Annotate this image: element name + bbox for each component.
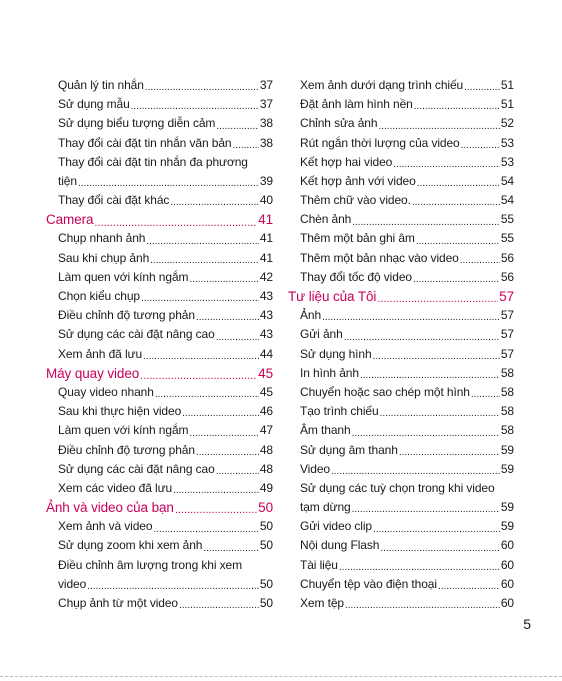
leader-dots xyxy=(417,172,500,191)
leader-dots xyxy=(352,498,500,517)
leader-dots xyxy=(322,306,500,325)
toc-entry[interactable] xyxy=(288,249,514,268)
toc-entry-page: 42 xyxy=(259,269,273,284)
toc-entry[interactable] xyxy=(46,268,273,287)
toc-entry-title: Thay đổi tốc độ video xyxy=(300,269,412,284)
toc-entry[interactable] xyxy=(288,460,514,479)
leader-dots xyxy=(380,537,500,556)
toc-entry-title: Thêm chữ vào video. xyxy=(300,193,411,208)
toc-entry[interactable] xyxy=(46,537,273,556)
leader-dots xyxy=(216,114,259,133)
leader-dots xyxy=(179,594,259,613)
leader-dots xyxy=(331,460,500,479)
leader-dots xyxy=(146,230,258,249)
toc-entry-title: Gửi ảnh xyxy=(300,327,343,342)
toc-entry[interactable] xyxy=(46,249,273,268)
toc-entry-page: 57 xyxy=(500,308,514,323)
toc-entry-page: 54 xyxy=(500,193,514,208)
toc-entry-title: In hình ảnh xyxy=(300,365,359,380)
toc-entry[interactable] xyxy=(288,325,514,344)
toc-entry-page: 48 xyxy=(259,461,273,476)
toc-entry-title-line[interactable]: Thay đổi cài đặt tin nhắn đa phương xyxy=(58,154,248,169)
toc-entry-page: 43 xyxy=(259,308,273,323)
toc-entry-title: Sau khi thực hiện video xyxy=(58,404,182,419)
toc-entry[interactable] xyxy=(288,383,514,402)
toc-entry[interactable] xyxy=(46,460,273,479)
toc-entry-page: 57 xyxy=(499,289,514,305)
toc-entry-page: 56 xyxy=(500,250,514,265)
toc-entry-title: Sử dụng biểu tượng diễn cảm xyxy=(58,116,216,131)
leader-dots xyxy=(412,191,500,210)
toc-entry-page: 58 xyxy=(500,423,514,438)
toc-entry-page: 60 xyxy=(500,538,514,553)
toc-entry-title: Xem ảnh đã lưu xyxy=(58,346,143,361)
toc-right-column xyxy=(288,76,514,613)
toc-entry-title: Sử dụng các cài đặt nâng cao xyxy=(58,461,215,476)
toc-entry-title: Chuyển tệp vào điện thoại xyxy=(300,576,437,591)
toc-entry-page: 55 xyxy=(500,212,514,227)
toc-entry-title: Kết hợp hai video xyxy=(300,154,393,169)
toc-entry-page: 54 xyxy=(500,173,514,188)
leader-dots xyxy=(399,441,500,460)
toc-entry[interactable] xyxy=(288,268,514,287)
toc-section-heading[interactable] xyxy=(46,364,273,383)
toc-entry-title: Camera xyxy=(46,212,94,228)
toc-entry-title: Điều chỉnh độ tương phản xyxy=(58,308,195,323)
toc-entry-page: 59 xyxy=(500,442,514,457)
toc-entry[interactable] xyxy=(46,383,273,402)
toc-entry[interactable] xyxy=(288,191,514,210)
toc-entry-page: 38 xyxy=(259,135,273,150)
leader-dots xyxy=(78,172,259,191)
toc-entry[interactable] xyxy=(46,76,273,95)
toc-entry-title: Xem các video đã lưu xyxy=(58,480,173,495)
toc-entry[interactable] xyxy=(288,114,514,133)
toc-entry[interactable] xyxy=(288,575,514,594)
leader-dots xyxy=(345,594,500,613)
toc-entry-page: 40 xyxy=(259,193,273,208)
toc-entry-page: 45 xyxy=(259,384,273,399)
leader-dots xyxy=(175,498,257,517)
leader-dots xyxy=(377,287,498,306)
leader-dots xyxy=(196,306,259,325)
toc-entry[interactable] xyxy=(46,575,273,594)
toc-entry-title: Sử dụng zoom khi xem ảnh xyxy=(58,538,203,553)
toc-entry-page: 39 xyxy=(259,173,273,188)
toc-entry-page: 57 xyxy=(500,346,514,361)
toc-entry-title: Sử dụng các cài đặt nâng cao xyxy=(58,327,215,342)
toc-entry-page: 58 xyxy=(500,384,514,399)
toc-entry-page: 56 xyxy=(500,269,514,284)
toc-entry-page: 51 xyxy=(500,77,514,92)
toc-entry-title: Thêm một bản ghi âm xyxy=(300,231,415,246)
toc-entry-page: 45 xyxy=(258,365,273,381)
toc-entry-page: 60 xyxy=(500,557,514,572)
leader-dots xyxy=(352,421,500,440)
toc-left-column xyxy=(46,76,273,613)
leader-dots xyxy=(416,230,500,249)
toc-entry-title: Xem ảnh dưới dạng trình chiếu xyxy=(300,77,464,92)
leader-dots xyxy=(373,517,500,536)
toc-entry-page: 37 xyxy=(259,97,273,112)
leader-dots xyxy=(173,479,259,498)
toc-entry-page: 59 xyxy=(500,461,514,476)
toc-entry-page: 60 xyxy=(500,596,514,611)
toc-entry-page: 47 xyxy=(259,423,273,438)
toc-entry-title: Xem tệp xyxy=(300,596,344,611)
toc-entry[interactable] xyxy=(288,306,514,325)
toc-entry[interactable] xyxy=(46,402,273,421)
leader-dots xyxy=(339,556,500,575)
toc-entry-title: Nội dung Flash xyxy=(300,538,380,553)
toc-entry-page: 50 xyxy=(258,500,273,516)
toc-entry[interactable] xyxy=(46,421,273,440)
toc-entry-title: Sử dụng hình xyxy=(300,346,372,361)
toc-entry[interactable] xyxy=(288,402,514,421)
leader-dots xyxy=(393,153,500,172)
toc-entry-title: tiện xyxy=(58,173,77,188)
toc-entry-title-line[interactable]: Điều chỉnh âm lượng trong khi xem xyxy=(58,557,243,572)
toc-entry[interactable] xyxy=(46,517,273,536)
leader-dots xyxy=(94,210,257,229)
toc-entry[interactable] xyxy=(46,441,273,460)
leader-dots xyxy=(196,441,259,460)
toc-entry-title: Ảnh xyxy=(300,308,322,323)
leader-dots xyxy=(155,383,259,402)
leader-dots xyxy=(461,134,500,153)
toc-entry[interactable] xyxy=(288,556,514,575)
leader-dots xyxy=(150,249,259,268)
toc-entry-title: Quay video nhanh xyxy=(58,384,154,399)
toc-entry[interactable] xyxy=(288,76,514,95)
toc-entry-page: 46 xyxy=(259,404,273,419)
toc-entry-title: Máy quay video xyxy=(46,365,140,381)
toc-entry-page: 57 xyxy=(500,327,514,342)
toc-entry-title: Chọn kiểu chụp xyxy=(58,289,140,304)
leader-dots xyxy=(471,383,500,402)
leader-dots xyxy=(373,345,500,364)
toc-entry-title-line[interactable]: Sử dụng các tuỳ chọn trong khi video xyxy=(300,480,495,495)
toc-entry-page: 51 xyxy=(500,97,514,112)
toc-entry-page: 55 xyxy=(500,231,514,246)
toc-entry-page: 58 xyxy=(500,404,514,419)
leader-dots xyxy=(141,287,259,306)
toc-section-heading[interactable] xyxy=(288,287,514,306)
toc-entry-title: Video xyxy=(300,461,330,476)
toc-entry-page: 44 xyxy=(259,346,273,361)
toc-entry-page: 50 xyxy=(259,576,273,591)
leader-dots xyxy=(182,402,259,421)
leader-dots xyxy=(438,575,500,594)
toc-entry[interactable] xyxy=(288,153,514,172)
toc-entry-page: 49 xyxy=(259,480,273,495)
toc-entry-page: 48 xyxy=(259,442,273,457)
toc-entry-page: 53 xyxy=(500,154,514,169)
toc-entry-page: 59 xyxy=(500,519,514,534)
toc-entry-title: Rút ngắn thời lượng của video xyxy=(300,135,460,150)
toc-entry[interactable] xyxy=(288,95,514,114)
toc-entry-page: 43 xyxy=(259,289,273,304)
leader-dots xyxy=(216,325,259,344)
leader-dots xyxy=(380,402,500,421)
leader-dots xyxy=(464,76,500,95)
leader-dots xyxy=(460,249,500,268)
toc-entry[interactable] xyxy=(46,114,273,133)
toc-entry-page: 38 xyxy=(259,116,273,131)
leader-dots xyxy=(145,76,259,95)
toc-entry-page: 41 xyxy=(259,231,273,246)
bottom-divider xyxy=(0,676,562,677)
toc-entry[interactable] xyxy=(288,172,514,191)
toc-entry[interactable] xyxy=(46,287,273,306)
toc-entry-title: Thêm một bản nhạc vào video xyxy=(300,250,459,265)
toc-entry[interactable] xyxy=(288,441,514,460)
toc-section-heading[interactable] xyxy=(46,498,273,517)
toc-entry-title: Chuyển hoặc sao chép một hình xyxy=(300,384,470,399)
page-number: 5 xyxy=(523,616,531,632)
leader-dots xyxy=(360,364,500,383)
leader-dots xyxy=(131,95,259,114)
leader-dots xyxy=(378,114,499,133)
leader-dots xyxy=(87,575,259,594)
toc-entry[interactable] xyxy=(288,134,514,153)
toc-entry-title: Sử dụng âm thanh xyxy=(300,442,398,457)
toc-entry-title: Chụp nhanh ảnh xyxy=(58,231,146,246)
toc-entry-title: tạm dừng xyxy=(300,500,351,515)
toc-entry-title: Thay đổi cài đặt khác xyxy=(58,193,170,208)
toc-entry-page: 37 xyxy=(259,77,273,92)
leader-dots xyxy=(189,421,258,440)
leader-dots xyxy=(170,191,259,210)
leader-dots xyxy=(143,345,259,364)
toc-entry[interactable] xyxy=(46,95,273,114)
toc-entry-page: 58 xyxy=(500,365,514,380)
toc-section-heading[interactable] xyxy=(46,210,273,229)
toc-entry-page: 59 xyxy=(500,500,514,515)
toc-entry-title: Điều chỉnh độ tương phản xyxy=(58,442,195,457)
leader-dots xyxy=(414,95,500,114)
toc-entry-title: Ảnh và video của bạn xyxy=(46,500,174,516)
toc-entry-title: Chèn ảnh xyxy=(300,212,352,227)
toc-entry-page: 43 xyxy=(259,327,273,342)
leader-dots xyxy=(189,268,258,287)
toc-entry-page: 50 xyxy=(259,519,273,534)
toc-entry[interactable] xyxy=(46,594,273,613)
leader-dots xyxy=(153,517,258,536)
toc-entry-page: 53 xyxy=(500,135,514,150)
toc-entry-page: 60 xyxy=(500,576,514,591)
toc-entry[interactable] xyxy=(46,479,273,498)
toc-entry-page: 52 xyxy=(500,116,514,131)
toc-entry[interactable] xyxy=(288,594,514,613)
toc-entry-page: 41 xyxy=(258,212,273,228)
leader-dots xyxy=(140,364,257,383)
leader-dots xyxy=(216,460,259,479)
toc-entry[interactable] xyxy=(288,498,514,517)
toc-entry[interactable] xyxy=(46,134,273,153)
toc-entry[interactable] xyxy=(288,537,514,556)
toc-entry[interactable] xyxy=(288,364,514,383)
leader-dots xyxy=(203,537,258,556)
leader-dots xyxy=(344,325,500,344)
toc-entry-page: 50 xyxy=(259,538,273,553)
toc-entry-title: Tạo trình chiếu xyxy=(300,404,379,419)
toc-entry[interactable] xyxy=(46,345,273,364)
toc-entry-title: video xyxy=(58,576,87,591)
toc-entry-title: Làm quen với kính ngắm xyxy=(58,269,189,284)
toc-entry-page: 50 xyxy=(259,596,273,611)
toc-entry-title: Đặt ảnh làm hình nền xyxy=(300,97,413,112)
toc-entry[interactable] xyxy=(46,230,273,249)
toc-entry-title: Chụp ảnh từ một video xyxy=(58,596,179,611)
toc-entry-title: Kết hợp ảnh với video xyxy=(300,173,416,188)
toc-entry[interactable] xyxy=(46,191,273,210)
toc-entry[interactable] xyxy=(288,230,514,249)
leader-dots xyxy=(352,210,500,229)
toc-entry-title: Sau khi chụp ảnh xyxy=(58,250,150,265)
toc-entry-title: Thay đổi cài đặt tin nhắn văn bản xyxy=(58,135,232,150)
toc-entry-title: Làm quen với kính ngắm xyxy=(58,423,189,438)
toc-entry[interactable] xyxy=(46,306,273,325)
toc-entry-title: Tư liệu của Tôi xyxy=(288,289,377,305)
toc-entry[interactable] xyxy=(288,345,514,364)
leader-dots xyxy=(413,268,500,287)
toc-entry-title: Xem ảnh và video xyxy=(58,519,153,534)
toc-entry-title: Âm thanh xyxy=(300,423,351,438)
toc-entry-title: Chỉnh sửa ảnh xyxy=(300,116,378,131)
toc-entry[interactable] xyxy=(288,517,514,536)
toc-entry[interactable] xyxy=(46,172,273,191)
toc-entry-title: Tài liệu xyxy=(300,557,338,572)
toc-entry-title: Quản lý tin nhắn xyxy=(58,77,144,92)
toc-entry-title: Sử dụng mẫu xyxy=(58,97,130,112)
toc-entry[interactable] xyxy=(288,421,514,440)
toc-entry[interactable] xyxy=(46,325,273,344)
toc-entry-title: Gửi video clip xyxy=(300,519,372,534)
leader-dots xyxy=(233,134,259,153)
toc-entry-page: 41 xyxy=(259,250,273,265)
toc-entry[interactable] xyxy=(288,210,514,229)
